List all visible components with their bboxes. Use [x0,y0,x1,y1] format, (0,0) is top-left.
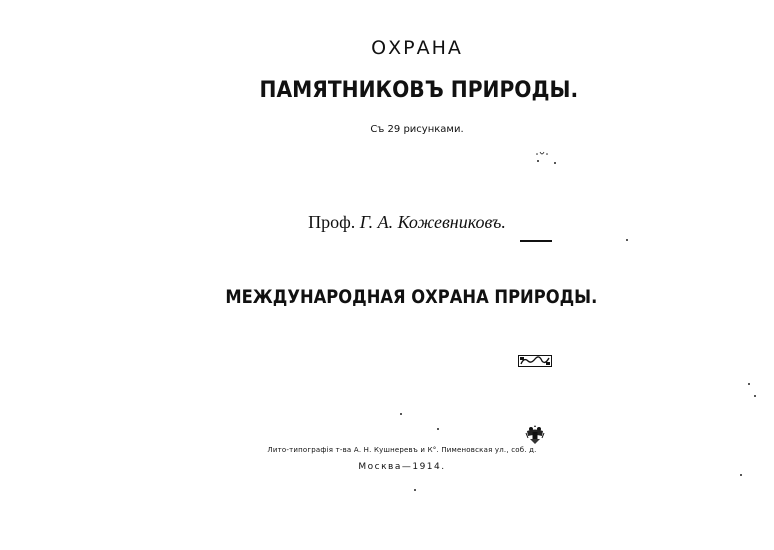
author-name: Г. А. Кожевниковъ. [359,212,506,232]
print-speck [748,383,750,385]
print-speck [537,160,539,162]
print-speck [437,428,439,430]
double-headed-eagle-icon [525,424,545,446]
main-title: ПАМЯТНИКОВЪ ПРИРОДЫ. [259,78,579,103]
divider-rule [520,240,552,242]
print-speck [554,162,556,164]
series-title: ОХРАНА [371,37,463,59]
small-ornament-icon [534,150,550,158]
illustrations-note: Съ 29 рисунками. [370,124,464,135]
print-speck [414,489,416,491]
ornament-icon [518,355,552,367]
print-speck [754,395,756,397]
printer-line: Лито-типографія т-ва А. Н. Кушнеревъ и К°. Пименовская ул., соб. д. [267,446,537,454]
city-year: Москва—1914. [358,462,446,472]
author-line [20,212,774,233]
print-speck [740,474,742,476]
print-speck [626,239,628,241]
print-speck [400,413,402,415]
author-prefix: Проф. [308,212,356,232]
subtitle: МЕЖДУНАРОДНАЯ ОХРАНА ПРИРОДЫ. [225,286,598,308]
